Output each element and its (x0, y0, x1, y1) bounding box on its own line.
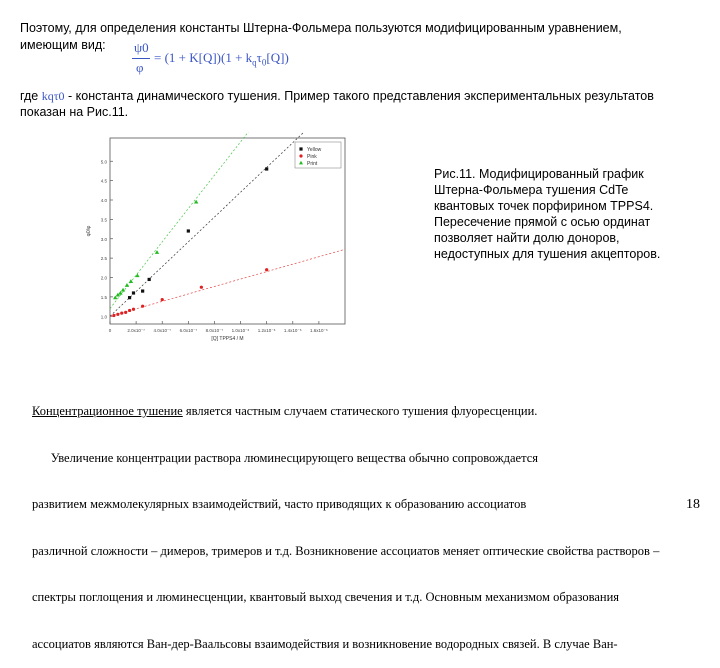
body-text (32, 373, 712, 668)
fraction-bar (132, 58, 150, 59)
data-point (132, 308, 135, 311)
formula-sub-q: q (252, 57, 257, 68)
caption-line: недоступных для тушения акцепторов. (434, 247, 661, 261)
data-point (141, 289, 144, 292)
legend-label: Pink (307, 153, 317, 160)
where-symbols: kqτ0 (41, 89, 65, 103)
where-line-2: показан на Рис.11. (20, 105, 129, 119)
data-point (124, 311, 127, 314)
x-tick-label: 0 (108, 328, 112, 333)
y-tick-label: 4.0 (100, 198, 107, 203)
data-point (141, 305, 144, 308)
body-lead-term: Концентрационное тушение (32, 404, 183, 418)
where-line-1 (20, 88, 654, 104)
caption-line: позволяет найти долю доноров, (434, 231, 620, 245)
formula-rhs (154, 50, 289, 68)
x-tick-label: 1.2x10⁻⁶ (257, 328, 276, 333)
x-tick-label: 2.0x10⁻⁷ (127, 328, 145, 333)
stern-volmer-chart (80, 132, 360, 354)
where-rest: - константа динамического тушения. Пример такого представления экспериментальных результатов (68, 89, 654, 103)
caption-line: квантовых точек порфирином TPPS4. (434, 199, 654, 213)
x-tick-label: 8.0x10⁻⁷ (205, 328, 224, 333)
y-tick-label: 1.5 (100, 294, 107, 300)
caption-line: Пересечение прямой с осью ординат (434, 215, 651, 229)
y-tick-label: 3.0 (100, 236, 107, 242)
data-point (161, 298, 164, 301)
x-tick-label: 1.4x10⁻⁶ (283, 328, 302, 333)
y-tick-label: 2.5 (100, 256, 107, 262)
caption-line: Штерна-Фольмера тушения CdTe (434, 183, 629, 197)
formula-denominator: φ (136, 60, 144, 75)
x-tick-label: 1.0x10⁻⁶ (231, 328, 250, 333)
caption-line: Рис.11. Модифицированный график (434, 167, 644, 181)
formula-numerator: ψ0 (134, 40, 149, 55)
x-tick-label: 1.6x10⁻⁶ (310, 328, 328, 333)
data-point (116, 313, 119, 316)
data-point (135, 273, 139, 277)
y-tick-label: 1.0 (100, 314, 107, 320)
data-point (265, 268, 268, 271)
legend-marker (299, 147, 302, 150)
body-line: ассоциатов являются Ван-дер-Ваальсовы взаимодействия и возникновение водородных связей. В случае Ван- (32, 636, 618, 651)
data-point (121, 288, 125, 292)
body-line: различной сложности – димеров, тримеров и т.д. Возникновение ассоциатов меняет оптические свойства растворов – (32, 543, 660, 558)
y-tick-label: 2.0 (100, 275, 107, 281)
legend-label: Yellow (307, 146, 322, 153)
legend-marker (299, 154, 302, 157)
intro-line-1: Поэтому, для определения константы Штерна-Фольмера пользуются модифицированным уравнением, (20, 21, 622, 35)
body-line: Увеличение концентрации раствора люминесцирующего вещества обычно сопровождается (32, 450, 539, 465)
x-tick-label: 4.0x10⁻⁷ (153, 328, 171, 333)
figure-caption (434, 166, 704, 262)
formula-rhs-main: = (1 + K[Q])(1 + k (154, 50, 253, 65)
data-point (120, 312, 123, 315)
y-axis-label: φ0/φ (86, 225, 92, 237)
formula-tau: τ (256, 50, 262, 65)
formula-rhs-end: [Q]) (266, 50, 289, 65)
data-point (200, 286, 203, 289)
y-tick-label: 4.5 (100, 178, 107, 184)
body-lead-rest: является частным случаем статического тушения флуоресценции. (182, 404, 538, 418)
x-tick-label: 6.0x10⁻⁷ (179, 328, 198, 333)
body-line: развитием межмолекулярных взаимодействий, часто приводящих к образованию ассоциатов (32, 497, 527, 511)
x-axis-label: [Q] TPPS4 / M (211, 336, 244, 342)
legend-label: Print (307, 160, 318, 167)
where-prefix: где (20, 89, 39, 103)
data-point (112, 314, 115, 317)
y-tick-label: 3.5 (100, 217, 107, 223)
body-line: спектры поглощения и люминесценции, квантовый выход свечения и т.д. Основным механизмом образования (32, 590, 620, 604)
intro-line-2: имеющим вид: (20, 38, 106, 52)
body-line-lead (32, 404, 712, 420)
data-point (128, 309, 131, 312)
data-point (265, 167, 268, 170)
data-point (187, 229, 190, 232)
formula-sub-0: 0 (261, 57, 267, 68)
data-point (128, 296, 131, 299)
stern-volmer-formula (132, 38, 322, 82)
y-tick-label: 5.0 (100, 159, 107, 165)
page-number: 18 (686, 497, 700, 512)
data-point (132, 291, 135, 294)
data-point (148, 278, 151, 281)
